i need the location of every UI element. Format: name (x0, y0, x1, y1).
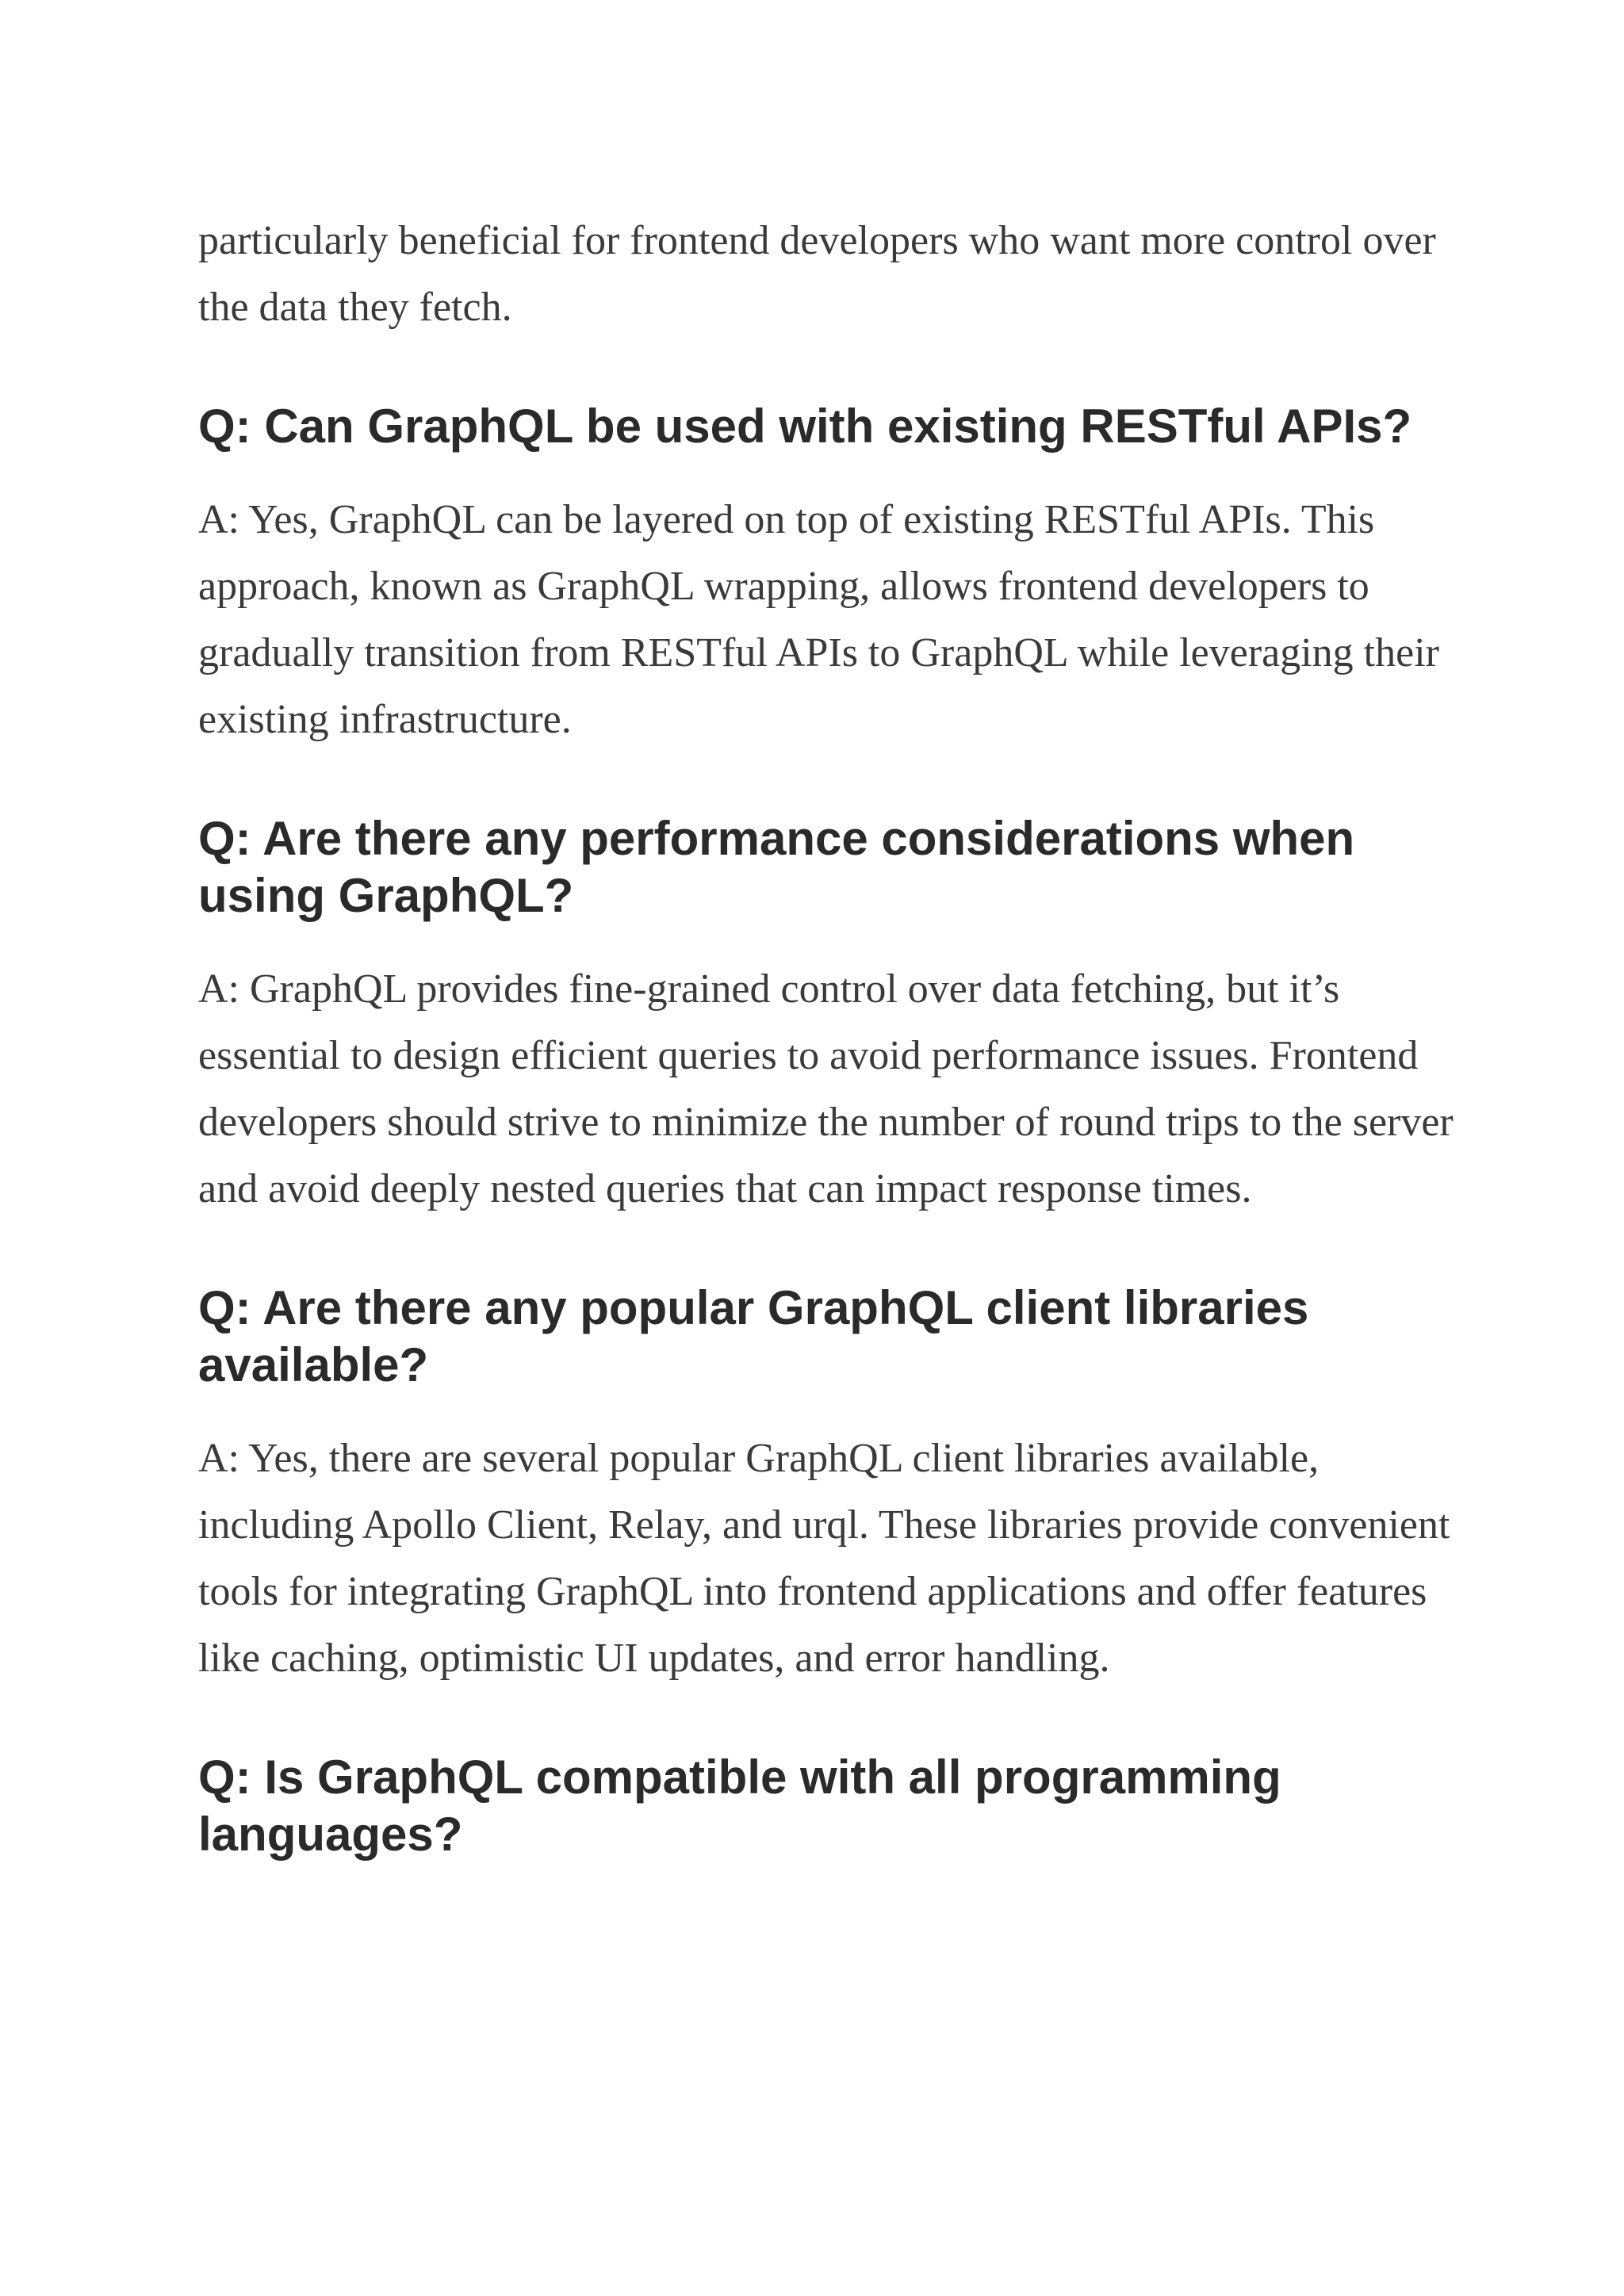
faq-answer: A: GraphQL provides fine-grained control over data fetching, but it’s essential to design efficient queries to avoid performance issues. Frontend developers should strive to minimize the number of round trips to the server and avoid deeply nested queries that can impact response times. (198, 966, 1454, 1211)
faq-question: Q: Can GraphQL be used with existing RESTful APIs? (198, 400, 1412, 453)
faq-item (198, 398, 1467, 753)
faq-item (198, 810, 1467, 1223)
faq-question: Q: Are there any performance considerations when using GraphQL? (198, 812, 1355, 922)
faq-item (198, 1749, 1467, 1863)
faq-question: Q: Are there any popular GraphQL client libraries available? (198, 1281, 1309, 1391)
faq-answer: A: Yes, there are several popular GraphQL client libraries available, including Apollo Client, Relay, and urql. These libraries provide convenient tools for integrating GraphQL into frontend applications and offer features like caching, optimistic UI updates, and error handling. (198, 1436, 1450, 1681)
document-page (198, 208, 1467, 1863)
faq-answer: A: Yes, GraphQL can be layered on top of existing RESTful APIs. This approach, known as GraphQL wrapping, allows frontend developers to gradually transition from RESTful APIs to GraphQL while leveraging their existing infrastructure. (198, 497, 1439, 742)
faq-question: Q: Is GraphQL compatible with all programming languages? (198, 1751, 1281, 1861)
faq-item (198, 1280, 1467, 1692)
intro-paragraph: particularly beneficial for frontend developers who want more control over the data they fetch. (198, 218, 1436, 330)
